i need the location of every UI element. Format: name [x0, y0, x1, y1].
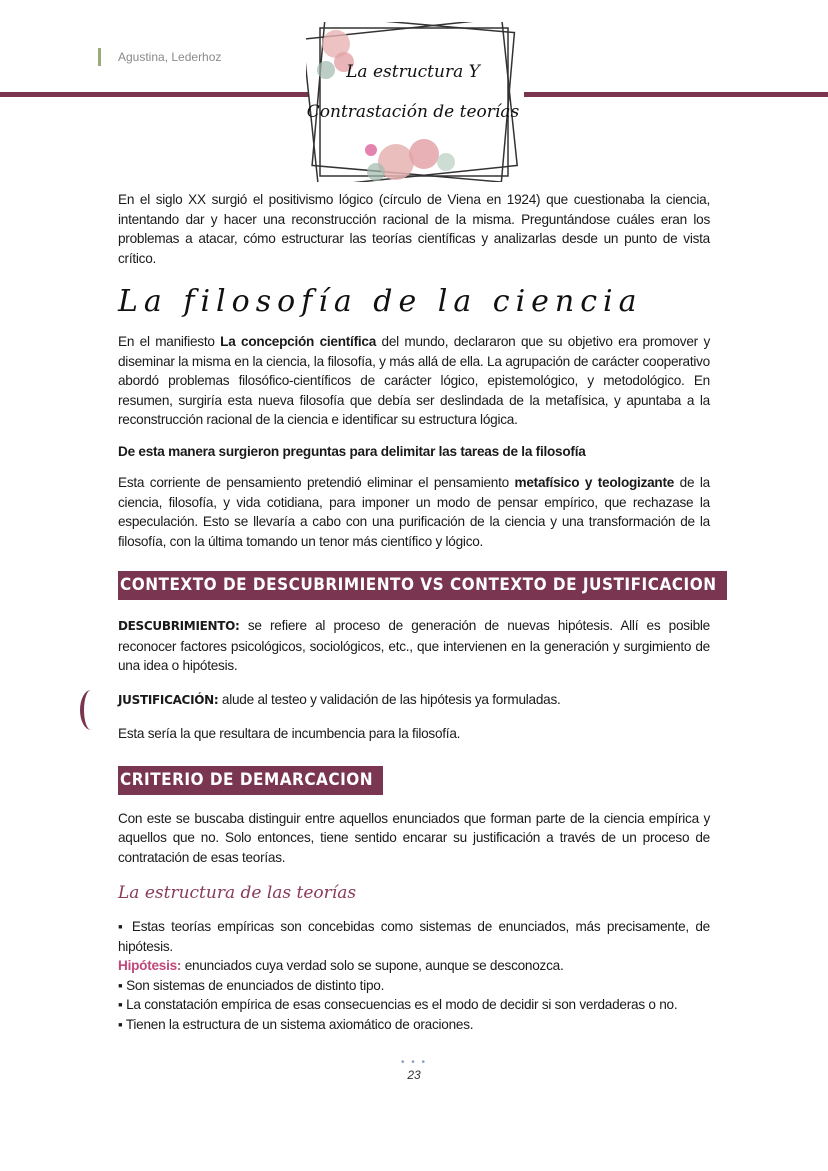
bold-text: La concepción científica: [220, 334, 377, 349]
bracket-decoration-icon: [80, 690, 102, 730]
bullet-item: ▪ Son sistemas de enunciados de distinto tipo.: [118, 977, 385, 993]
header-accent-bar: [98, 48, 101, 66]
bold-text: metafísico y teologizante: [514, 475, 675, 490]
content-column: [118, 0, 717, 1102]
bullet-item: ▪ La constatación empírica de esas consecuencias es el modo de decidir si son verdaderas o no.: [118, 997, 678, 1012]
section-band-contexto: CONTEXTO DE DESCUBRIMIENTO VS CONTEXTO DE JUSTIFICACION: [118, 571, 727, 600]
current-paragraph: [118, 473, 710, 551]
discovery-paragraph: [118, 616, 710, 676]
label: DESCUBRIMIENTO:: [118, 619, 240, 633]
subtitle-estructura: La estructura de las teorías: [118, 883, 357, 903]
manifesto-paragraph: [118, 332, 710, 430]
text: enunciados cuya verdad solo se supone, aunque se desconozca.: [181, 958, 564, 973]
text: alude al testeo y validación de las hipótesis ya formuladas.: [218, 691, 561, 707]
label: JUSTIFICACIÓN:: [118, 692, 219, 707]
bullet-item: ▪ Estas teorías empíricas son concebidas como sistemas de enunciados, más precisamente, de hipótesis.: [118, 919, 710, 954]
justification-group: [118, 690, 710, 744]
frame-title-line2: Contrastación de teorías: [306, 102, 520, 122]
text: Esta corriente de pensamiento pretendió eliminar el pensamiento: [118, 475, 515, 490]
text: En el manifiesto: [118, 334, 221, 349]
section-band-demarcacion: CRITERIO DE DEMARCACION: [118, 766, 383, 795]
footer: [118, 1058, 710, 1082]
bullet-item: ▪ Tienen la estructura de un sistema axiomático de oraciones.: [118, 1016, 474, 1032]
page-number: 23: [407, 1068, 421, 1082]
hypothesis-definition: [118, 956, 710, 976]
text: de la ciencia, filosofía, y vida cotidiana, para imponer un modo de pensar empírico, que rechazase la especulación. Esto se llevaría a cabo con una purificación de la ciencia y una transformación de la filosofía, con la última tomando un tenor más científico y lógico.: [118, 475, 710, 549]
frame-title-line1: La estructura Y: [346, 62, 480, 82]
demarcation-paragraph: Con este se buscaba distinguir entre aquellos enunciados que forman parte de la ciencia empírica y aquellos que no. Solo entonces, tiene sentido encarar su justificación a través de un proceso de contratación de esas teorías.: [118, 810, 710, 865]
subheading: De esta manera surgieron preguntas para delimitar las tareas de la filosofía: [118, 443, 586, 459]
note-paragraph: Esta sería la que resultara de incumbencia para la filosofía.: [118, 726, 461, 741]
intro-paragraph: En el siglo XX surgió el positivismo lógico (círculo de Viena en 1924) que cuestionaba la ciencia, intentando dar y hacer una reconstrucción racional de la misma. Preguntándose cuáles eran los problemas a atacar, cómo estructurar las teorías científicas y analizarlas desde un punto de vista crítico.: [118, 192, 710, 266]
text: del mundo, declararon que su objetivo era promover y diseminar la misma en la ciencia, la filosofía, y más allá de ella. La agrupación de carácter cooperativo abordó problemas filosófico-científicos de carácter lógico, epistemológico, y metodológico. En resumen, surgiría esta nueva filosofía que debía ser deslindada de la metafísica, y apuntaba a la reconstrucción racional de la ciencia e identificar su estructura lógica.: [118, 334, 710, 427]
justification-paragraph: [118, 690, 710, 711]
label: Hipótesis:: [118, 958, 182, 973]
text: se refiere al proceso de generación de nuevas hipótesis. Allí es posible reconocer factores psicológicos, sociológicos, etc., que intervienen en la generación y surgimiento de una idea o hipótesis.: [118, 618, 710, 673]
footer-dots: • • •: [400, 1057, 428, 1068]
section-heading-filosofia: La filosofía de la ciencia: [118, 284, 643, 319]
author-name: Agustina, Lederhoz: [118, 50, 222, 64]
